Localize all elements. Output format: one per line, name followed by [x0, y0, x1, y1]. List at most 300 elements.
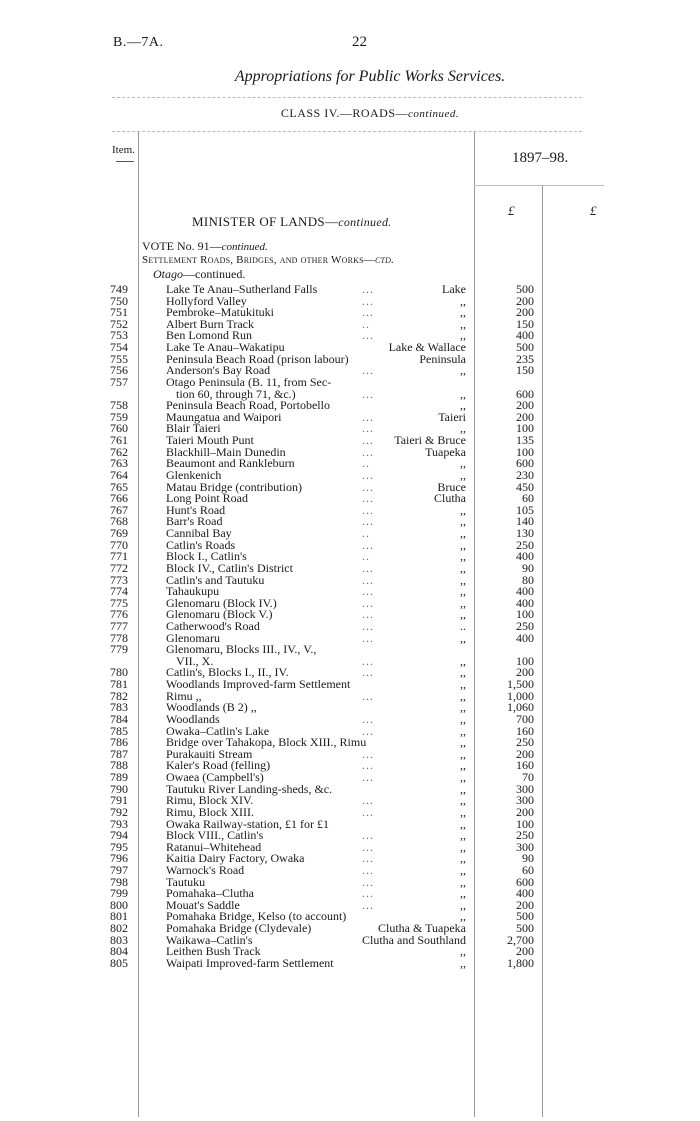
item-name: Hunt's Road [166, 502, 226, 517]
class-heading [0, 106, 700, 121]
leader-dots: ... [362, 607, 374, 622]
leader-dots: ... [362, 770, 374, 785]
item-name: Peninsula Beach Road (prison labour) [166, 351, 349, 366]
amount: 135 [516, 433, 534, 448]
district: ,, [460, 514, 466, 529]
district: Peninsula [419, 351, 466, 366]
leader-dots: ... [362, 653, 374, 668]
amount: 400 [516, 630, 534, 645]
item-number: 766 [110, 491, 128, 506]
item-number: 803 [110, 932, 128, 947]
item-number: 790 [110, 781, 128, 796]
item-number: 794 [110, 828, 128, 843]
item-number: 752 [110, 316, 128, 331]
district: ,, [460, 711, 466, 726]
item-name: Otago Peninsula (B. 11, from Sec- [166, 374, 332, 389]
leader-dots: ... [362, 851, 374, 866]
item-number: 793 [110, 816, 128, 831]
item-number: 782 [110, 688, 128, 703]
amount: 600 [516, 386, 534, 401]
item-name: Rimu ,, [166, 688, 202, 703]
leader-dots: ... [362, 746, 374, 761]
leader-dots: .. [362, 549, 370, 564]
leader-dots: ... [362, 886, 374, 901]
rule-table-top [112, 131, 582, 132]
amount: 200 [516, 746, 534, 761]
item-number: 772 [110, 560, 128, 575]
district: ,, [460, 630, 466, 645]
district: ,, [460, 700, 466, 715]
amount: 160 [516, 723, 534, 738]
amount: 400 [516, 595, 534, 610]
item-number: 750 [110, 293, 128, 308]
district: ,, [460, 828, 466, 843]
district: Clutha and Southland [362, 932, 466, 947]
item-name: Kaler's Road (felling) [166, 758, 271, 773]
district: ,, [460, 595, 466, 610]
item-name: Leithen Bush Track [166, 944, 261, 959]
district: ,, [460, 758, 466, 773]
leader-dots: .. [362, 316, 370, 331]
amount: 100 [516, 421, 534, 436]
rule-top [112, 97, 582, 98]
amount: 500 [516, 340, 534, 355]
item-name: Waipati Improved-farm Settlement [166, 955, 334, 970]
item-name: Bridge over Tahakopa, Block XIII., Rimu [166, 735, 367, 750]
item-name: Rimu, Block XIII. [166, 804, 254, 819]
leader-dots: ... [362, 328, 374, 343]
district: ,, [460, 572, 466, 587]
amount: 400 [516, 886, 534, 901]
item-name: Woodlands (B 2) ,, [166, 700, 257, 715]
district: Clutha [434, 491, 466, 506]
item-number: 762 [110, 444, 128, 459]
district: ,, [460, 955, 466, 970]
leader-dots: .. [362, 456, 370, 471]
item-name: Tahaukupu [166, 584, 220, 599]
item-number: 789 [110, 770, 128, 785]
amount: 1,800 [507, 955, 534, 970]
leader-dots: ... [362, 409, 374, 424]
amount: 200 [516, 398, 534, 413]
amount: 60 [522, 491, 534, 506]
amount: 100 [516, 444, 534, 459]
column-divider-total [542, 186, 543, 1117]
leader-dots: ... [362, 618, 374, 633]
leader-dots: ... [362, 572, 374, 587]
item-number: 787 [110, 746, 128, 761]
item-number: 780 [110, 665, 128, 680]
district: ,, [460, 816, 466, 831]
item-column-header: Item. [112, 144, 135, 156]
item-name: Warnock's Road [166, 863, 245, 877]
amount: 400 [516, 584, 534, 599]
item-name: Tautuku [166, 874, 206, 889]
item-name: Tautuku River Landing-sheds, &c. [166, 781, 333, 796]
item-name: Owaka Railway-station, £1 for £1 [166, 816, 329, 831]
settlement-heading [142, 254, 394, 266]
district: ,, [460, 584, 466, 599]
item-number: 785 [110, 723, 128, 738]
leader-dots: ... [362, 758, 374, 773]
amount: 400 [516, 328, 534, 343]
item-number: 754 [110, 340, 128, 355]
amount: 250 [516, 537, 534, 552]
item-number: 801 [110, 909, 128, 924]
district: Tuapeka [425, 444, 466, 459]
rule-year [474, 185, 604, 186]
leader-dots: ... [362, 363, 374, 378]
district: ,, [460, 688, 466, 703]
amount: 100 [516, 816, 534, 831]
amount: 600 [516, 874, 534, 889]
leader-dots: .. [362, 526, 370, 541]
district: ,, [460, 886, 466, 901]
item-number: 753 [110, 328, 128, 343]
district: ,, [460, 781, 466, 796]
item-name: Pembroke–Matukituki [166, 305, 274, 320]
item-number: 805 [110, 955, 128, 970]
item-name: Blackhill–Main Dunedin [166, 444, 286, 459]
district: ,, [460, 293, 466, 308]
page-title: Appropriations for Public Works Services. [234, 68, 506, 85]
amount: 500 [516, 909, 534, 924]
district: Lake [442, 282, 466, 296]
item-number: 756 [110, 363, 128, 378]
item-number: 768 [110, 514, 128, 529]
settlement-continued: ctd. [374, 254, 395, 266]
amount: 160 [516, 758, 534, 773]
district: ,, [460, 653, 466, 668]
district: ,, [460, 607, 466, 622]
district: ,, [460, 305, 466, 320]
item-name: Woodlands [166, 711, 220, 726]
district: ,, [460, 793, 466, 808]
item-name: Glenomaru, Blocks III., IV., V., [166, 642, 317, 657]
leader-dots: ... [362, 282, 374, 296]
item-name: Kaitia Dairy Factory, Owaka [166, 851, 305, 866]
item-name: Ratanui–Whitehead [166, 839, 262, 854]
district: ,, [460, 456, 466, 471]
leader-dots: ... [362, 665, 374, 680]
item-name: Block IV., Catlin's District [166, 560, 293, 575]
item-name: Block VIII., Catlin's [166, 828, 264, 843]
leader-dots: ... [362, 723, 374, 738]
district: ,, [460, 386, 466, 401]
year-column-header: 1897–98. [512, 150, 569, 166]
amount: 200 [516, 305, 534, 320]
item-name: Rimu, Block XIV. [166, 793, 254, 808]
item-number: 797 [110, 863, 128, 877]
amount: 235 [516, 351, 534, 366]
vote-continued: continued. [221, 241, 268, 253]
leader-dots: ... [362, 828, 374, 843]
district: ,, [460, 328, 466, 343]
item-name: Peninsula Beach Road, Portobello [166, 398, 330, 413]
item-number: 800 [110, 897, 128, 912]
item-name: Catlin's and Tautuku [166, 572, 265, 587]
amount: 60 [522, 863, 534, 877]
district: .. [460, 618, 466, 633]
item-name: Purakauiti Stream [166, 746, 253, 761]
item-name: Pomahaka Bridge (Clydevale) [166, 921, 312, 936]
vote-label: VOTE No. 91— [142, 239, 222, 253]
amount: 200 [516, 293, 534, 308]
item-number: 776 [110, 607, 128, 622]
item-name: Catlin's, Blocks I., II., IV. [166, 665, 289, 680]
item-name: Catherwood's Road [166, 618, 260, 633]
leader-dots: ... [362, 444, 374, 459]
district: ,, [460, 549, 466, 564]
item-number: 773 [110, 572, 128, 587]
leader-dots: ... [362, 293, 374, 308]
minister-label: MINISTER OF LANDS— [192, 214, 339, 229]
item-name: Owaka–Catlin's Lake [166, 723, 270, 738]
item-name: Blair Taieri [166, 421, 221, 436]
leader-dots: ... [362, 479, 374, 494]
item-number: 751 [110, 305, 128, 320]
district: ,, [460, 804, 466, 819]
item-number: 777 [110, 618, 128, 633]
item-number: 765 [110, 479, 128, 494]
amount: 70 [522, 770, 534, 785]
district: ,, [460, 770, 466, 785]
item-name: Owaea (Campbell's) [166, 770, 264, 785]
district: ,, [460, 537, 466, 552]
item-number: 775 [110, 595, 128, 610]
leader-dots: ... [362, 305, 374, 320]
item-number: 758 [110, 398, 128, 413]
item-number: 795 [110, 839, 128, 854]
amount: 200 [516, 665, 534, 680]
district: ,, [460, 874, 466, 889]
item-name: Glenomaru (Block V.) [166, 607, 273, 622]
amount: 90 [522, 560, 534, 575]
amount: 300 [516, 839, 534, 854]
item-name-continuation: tion 60, through 71, &c.) [176, 386, 296, 401]
amount: 150 [516, 316, 534, 331]
leader-dots: ... [362, 386, 374, 401]
district: ,, [460, 863, 466, 877]
leader-dots: ... [362, 537, 374, 552]
item-number: 757 [110, 374, 128, 389]
item-name: Pomahaka–Clutha [166, 886, 254, 901]
item-number: 779 [110, 642, 128, 657]
leader-dots: ... [362, 630, 374, 645]
leader-dots: ... [362, 595, 374, 610]
district: Clutha & Tuapeka [377, 921, 466, 936]
minister-heading [192, 214, 392, 230]
item-name: Lake Te Anau–Wakatipu [166, 340, 285, 355]
amount: 400 [516, 549, 534, 564]
item-number: 786 [110, 735, 128, 750]
district: ,, [460, 746, 466, 761]
leader-dots: ... [362, 421, 374, 436]
class-label: CLASS IV.—ROADS— [280, 106, 408, 120]
item-number: 749 [110, 282, 128, 296]
amount: 230 [516, 467, 534, 482]
item-name: Anderson's Bay Road [166, 363, 271, 378]
page-number: 22 [352, 34, 367, 50]
item-number: 781 [110, 677, 128, 692]
item-name: Mouat's Saddle [166, 897, 240, 912]
amount: 100 [516, 607, 534, 622]
pound-sign-amount: £ [508, 203, 515, 218]
amount: 2,700 [507, 932, 534, 947]
item-number: 759 [110, 409, 128, 424]
amount: 90 [522, 851, 534, 866]
leader-dots: ... [362, 584, 374, 599]
item-number: 804 [110, 944, 128, 959]
district: ,, [460, 677, 466, 692]
amount: 200 [516, 944, 534, 959]
item-name: Hollyford Valley [166, 293, 247, 308]
amount: 300 [516, 781, 534, 796]
settlement-label: Settlement Roads, Bridges, and other Works— [142, 254, 375, 266]
district: ,, [460, 735, 466, 750]
amount: 200 [516, 804, 534, 819]
district: ,, [460, 897, 466, 912]
leader-dots: ... [362, 863, 374, 877]
item-header-underline [116, 161, 134, 162]
amount: 250 [516, 618, 534, 633]
district: Taieri & Bruce [394, 433, 466, 448]
otago-label: Otago [153, 267, 183, 281]
amount: 250 [516, 828, 534, 843]
district: ,, [460, 398, 466, 413]
amount: 140 [516, 514, 534, 529]
amount: 80 [522, 572, 534, 587]
amount: 1,500 [507, 677, 534, 692]
minister-continued: continued. [338, 215, 392, 229]
item-number: 802 [110, 921, 128, 936]
district: ,, [460, 560, 466, 575]
leader-dots: ... [362, 839, 374, 854]
amount: 450 [516, 479, 534, 494]
otago-heading [153, 267, 245, 282]
amount: 150 [516, 363, 534, 378]
district: ,, [460, 467, 466, 482]
item-name: Waikawa–Catlin's [166, 932, 253, 947]
item-name: Woodlands Improved-farm Settlement [166, 677, 351, 692]
district: ,, [460, 851, 466, 866]
pound-sign-total: £ [590, 203, 597, 218]
district: ,, [460, 839, 466, 854]
item-name: Glenomaru [166, 630, 220, 645]
leader-dots: ... [362, 793, 374, 808]
amount: 500 [516, 282, 534, 296]
item-number: 796 [110, 851, 128, 866]
district: ,, [460, 363, 466, 378]
district: ,, [460, 421, 466, 436]
item-number: 788 [110, 758, 128, 773]
leader-dots: ... [362, 897, 374, 912]
item-number: 783 [110, 700, 128, 715]
leader-dots: ... [362, 711, 374, 726]
amount: 600 [516, 456, 534, 471]
item-name: Lake Te Anau–Sutherland Falls [166, 282, 318, 296]
amount: 100 [516, 653, 534, 668]
item-number: 771 [110, 549, 128, 564]
otago-continued: —continued. [183, 267, 246, 281]
district: ,, [460, 316, 466, 331]
item-number: 755 [110, 351, 128, 366]
item-number: 791 [110, 793, 128, 808]
column-divider-amount [474, 132, 475, 1117]
district: Bruce [437, 479, 466, 494]
class-continued: continued. [408, 108, 460, 120]
page-header-left: B.—7A. [113, 35, 164, 50]
item-name: Albert Burn Track [166, 316, 254, 331]
item-number: 778 [110, 630, 128, 645]
amount: 700 [516, 711, 534, 726]
item-name: Glenomaru (Block IV.) [166, 595, 277, 610]
amount: 250 [516, 735, 534, 750]
amount: 130 [516, 526, 534, 541]
district: ,, [460, 526, 466, 541]
district: ,, [460, 723, 466, 738]
leader-dots: ... [362, 560, 374, 575]
amount: 200 [516, 897, 534, 912]
item-name: Pomahaka Bridge, Kelso (to account) [166, 909, 347, 924]
item-number: 798 [110, 874, 128, 889]
item-name: Beaumont and Rankleburn [166, 456, 295, 471]
amount: 500 [516, 921, 534, 936]
amount: 105 [516, 502, 534, 517]
item-number: 767 [110, 502, 128, 517]
item-name: Matau Bridge (contribution) [166, 479, 302, 494]
leader-dots: ... [362, 491, 374, 506]
leader-dots: ... [362, 688, 374, 703]
item-number: 761 [110, 433, 128, 448]
amount: 200 [516, 409, 534, 424]
vote-heading [142, 239, 268, 254]
item-name: Cannibal Bay [166, 526, 232, 541]
item-name: Taieri Mouth Punt [166, 433, 254, 448]
leader-dots: ... [362, 874, 374, 889]
item-name: Glenkenich [166, 467, 222, 482]
item-name: Barr's Road [166, 514, 223, 529]
leader-dots: ... [362, 804, 374, 819]
item-number: 760 [110, 421, 128, 436]
column-divider-item [138, 132, 139, 1117]
item-number: 764 [110, 467, 128, 482]
item-number: 770 [110, 537, 128, 552]
leader-dots: ... [362, 514, 374, 529]
amount: 1,060 [507, 700, 534, 715]
leader-dots: ... [362, 433, 374, 448]
item-number: 769 [110, 526, 128, 541]
leader-dots: ... [362, 502, 374, 517]
amount: 300 [516, 793, 534, 808]
item-number: 763 [110, 456, 128, 471]
item-number: 799 [110, 886, 128, 901]
amount: 1,000 [507, 688, 534, 703]
district: ,, [460, 909, 466, 924]
district: Taieri [438, 409, 466, 424]
item-number: 784 [110, 711, 128, 726]
item-number: 774 [110, 584, 128, 599]
item-name: Long Point Road [166, 491, 249, 506]
district: ,, [460, 665, 466, 680]
item-number: 792 [110, 804, 128, 819]
item-name: Ben Lomond Run [166, 328, 252, 343]
leader-dots: ... [362, 467, 374, 482]
district: ,, [460, 502, 466, 517]
item-name: Block I., Catlin's [166, 549, 247, 564]
item-name: Maungatua and Waipori [166, 409, 282, 424]
item-name-continuation: VII., X. [176, 653, 214, 668]
